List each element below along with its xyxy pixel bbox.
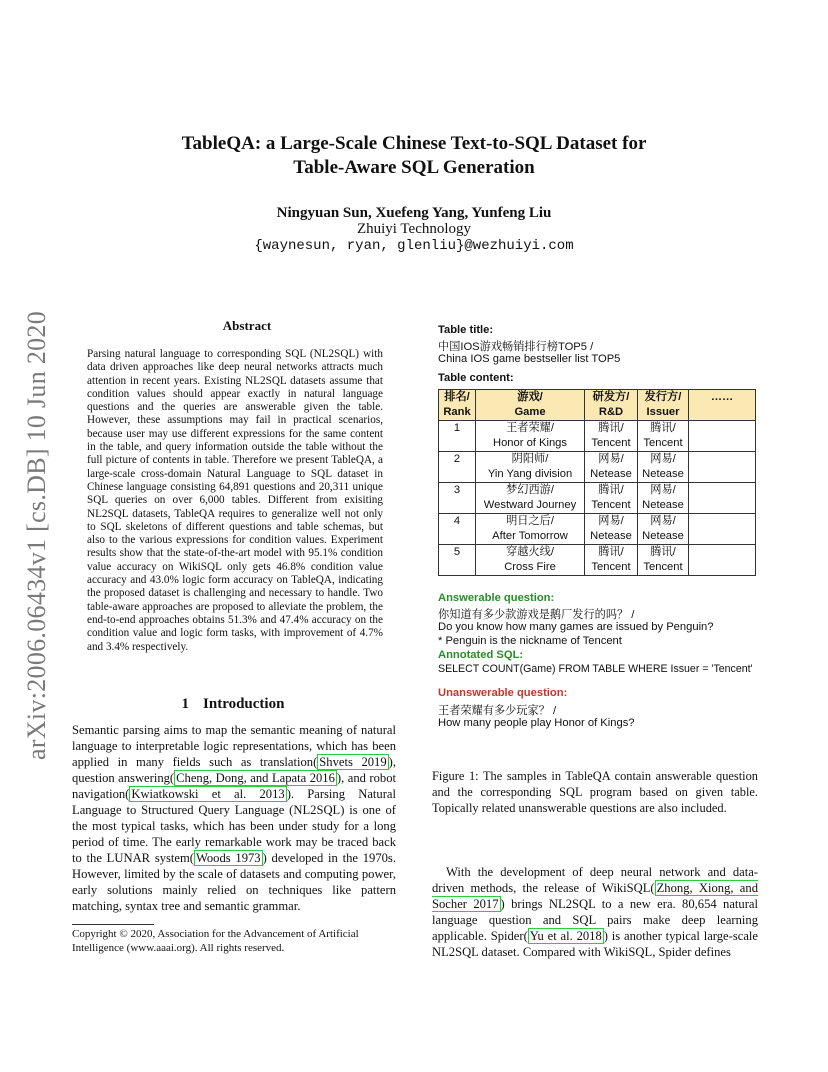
- citation-link[interactable]: Shvets 2019: [319, 755, 387, 769]
- game-en: Honor of Kings: [492, 437, 567, 449]
- header-cn: 排名/: [444, 391, 470, 403]
- header-en: [691, 405, 753, 420]
- section-title: Introduction: [203, 696, 285, 712]
- issuer-cell: [638, 421, 689, 452]
- issuer-cell: [638, 514, 689, 545]
- table-header-row: [439, 390, 756, 421]
- game-cn: 王者荣耀/: [506, 422, 554, 434]
- table-title-label: Table title:: [438, 324, 494, 336]
- intro-text: ). Parsing Natural Language to Structured Query Language (NL2SQL) is one of the most typical tasks, which has been under study for a long period of time. The early remarkable work may be traced back to the LUNAR system(: [72, 787, 397, 865]
- game-en: After Tomorrow: [492, 530, 568, 542]
- header-cn: 研发方/: [592, 391, 630, 403]
- section-number: 1: [181, 696, 190, 712]
- header-en: Game: [514, 406, 546, 418]
- intro-text: Semantic parsing aims to map the semantic meaning of natural language to interpretable logic representations, which has been applied in many fields such as translation(: [72, 723, 396, 769]
- rank-cell: 1: [439, 421, 476, 452]
- unanswerable-en: How many people play Honor of Kings?: [438, 717, 635, 729]
- footnote-rule: [72, 924, 154, 925]
- rd-en: Tencent: [591, 561, 631, 573]
- annotated-sql-label: Annotated SQL:: [438, 649, 524, 661]
- issuer-cn: 腾讯/: [650, 422, 676, 434]
- intro-text: ) developed in the 1970s. However, limited by the scale of datasets and computing power, early solutions mainly relied on techniques like pattern matching, syntax tree and semantic grammar.: [72, 851, 396, 913]
- rd-en: Netease: [590, 468, 632, 480]
- game-cn: 穿越火线/: [506, 546, 554, 558]
- empty-cell: [689, 452, 756, 483]
- answerable-note: * Penguin is the nickname of Tencent: [438, 635, 622, 647]
- citation-link[interactable]: Kwiatkowski et al. 2013: [131, 787, 285, 801]
- figure-caption: Figure 1: The samples in TableQA contain answerable question and the corresponding SQL program based on given table. Topically related unanswerable questions are also included.: [432, 769, 758, 815]
- answerable-cn: 你知道有多少款游戏是鹅厂发行的吗？ /: [438, 609, 635, 621]
- header-cn: 发行方/: [644, 391, 682, 403]
- copyright-footnote: Copyright © 2020, Association for the Advancement of Artificial Intelligence (www.aaai.org). All rights reserved.: [72, 928, 359, 954]
- header-rd: [585, 390, 638, 421]
- rd-cn: 腾讯/: [598, 546, 624, 558]
- issuer-en: Netease: [642, 499, 684, 511]
- header-rank: [439, 390, 476, 421]
- empty-cell: [689, 514, 756, 545]
- game-cn: 阴阳师/: [511, 453, 549, 465]
- annotated-sql: SELECT COUNT(Game) FROM TABLE WHERE Issuer = 'Tencent': [438, 663, 753, 675]
- table-title-en: China IOS game bestseller list TOP5: [438, 353, 621, 365]
- game-cell: [476, 483, 585, 514]
- right-column-paragraph: [432, 864, 758, 960]
- header-cn: 游戏/: [517, 391, 543, 403]
- header-en: R&D: [598, 406, 624, 418]
- rd-cn: 腾讯/: [598, 422, 624, 434]
- rd-en: Tencent: [591, 499, 631, 511]
- rd-en: Netease: [590, 530, 632, 542]
- game-cn: 梦幻西游/: [506, 484, 554, 496]
- header-en: Issuer: [646, 406, 680, 418]
- issuer-cell: [638, 452, 689, 483]
- game-cell: [476, 545, 585, 576]
- table-title-cn: 中国IOS游戏畅销排行榜TOP5 /: [438, 341, 594, 353]
- intro-text: ), and robot navigation(: [72, 771, 397, 801]
- table-row: [439, 452, 756, 483]
- header-cn: ……: [710, 391, 734, 403]
- table-row: [439, 421, 756, 452]
- body-text: ) brings NL2SQL to a new era. 80,654 natural language question and SQL pairs make deep learning applicable. Spider(: [432, 897, 759, 943]
- rank-cell: 3: [439, 483, 476, 514]
- rd-cn: 腾讯/: [598, 484, 624, 496]
- author-emails: {waynesun, ryan, glenliu}@wezhuiyi.com: [254, 238, 574, 254]
- issuer-cn: 腾讯/: [650, 546, 676, 558]
- rd-cn: 网易/: [598, 515, 624, 527]
- header-game: [476, 390, 585, 421]
- section-heading: [72, 696, 394, 713]
- citation-link[interactable]: Zhong, Xiong, and Socher 2017: [432, 881, 758, 911]
- game-en: Cross Fire: [504, 561, 556, 573]
- issuer-cn: 网易/: [650, 453, 676, 465]
- table-row: [439, 483, 756, 514]
- answerable-label: Answerable question:: [438, 592, 555, 604]
- unanswerable-cn: 王者荣耀有多少玩家？ /: [438, 705, 557, 717]
- issuer-en: Netease: [642, 468, 684, 480]
- title-line-2: Table-Aware SQL Generation: [293, 157, 535, 178]
- title-line-1: TableQA: a Large-Scale Chinese Text-to-SQL Dataset for: [181, 133, 647, 154]
- body-text: With the development of deep neural network and data-driven methods, the release of WikiSQL(: [432, 865, 758, 895]
- issuer-cn: 网易/: [650, 484, 676, 496]
- abstract-text: Parsing natural language to corresponding SQL (NL2SQL) with data driven approaches like deep neural networks attracts much attention in recent years. Existing NL2SQL datasets assume that condition values should appear exactly in natural language questions and the queries are answerable given the table. However, these assumptions may fail in practical scenarios, because user may use different expressions for the same content in the table, and query information outside the table without the full picture of contents in table. Therefore we present TableQA, a large-scale cross-domain Natural Language to SQL dataset in Chinese language consisting 64,891 questions and 20,311 unique SQL queries on over 6,000 tables. Different from exisiting NL2SQL datasets, TableQA requires to generalize well not only to SQL skeletons of different questions and table schemas, but also to the various expressions for condition values. Experiment results show that the state-of-the-art model with 95.1% condition value accuracy on WikiSQL only gets 46.8% condition value accuracy and 43.0% logic form accuracy on TableQA, indicating the proposed dataset is challenging and necessary to handle. Two table-aware approaches are proposed to alleviate the problem, the end-to-end approaches obtains 51.3% and 47.4% accuracy on the condition value and logic form tasks, with improvement of 4.7% and 3.4% respectively.: [87, 348, 383, 653]
- rd-cell: [585, 452, 638, 483]
- rank-cell: 5: [439, 545, 476, 576]
- issuer-en: Netease: [642, 530, 684, 542]
- rd-cell: [585, 483, 638, 514]
- empty-cell: [689, 483, 756, 514]
- unanswerable-label: Unanswerable question:: [438, 687, 568, 699]
- citation-link[interactable]: Cheng, Dong, and Lapata 2016: [176, 771, 335, 785]
- affiliation: Zhuiyi Technology: [356, 221, 472, 237]
- arxiv-stamp: arXiv:2006.06434v1 [cs.DB] 10 Jun 2020: [22, 310, 51, 760]
- issuer-cell: [638, 545, 689, 576]
- issuer-en: Tencent: [643, 561, 683, 573]
- rd-cn: 网易/: [598, 453, 624, 465]
- header-more: [689, 390, 756, 421]
- body-text: ) is another typical large-scale NL2SQL dataset. Compared with WikiSQL, Spider defines: [432, 929, 758, 959]
- authors: Ningyuan Sun, Xuefeng Yang, Yunfeng Liu: [276, 205, 552, 221]
- citation-link[interactable]: Woods 1973: [196, 851, 261, 865]
- rd-en: Tencent: [591, 437, 631, 449]
- issuer-cn: 网易/: [650, 515, 676, 527]
- rd-cell: [585, 421, 638, 452]
- game-en: Westward Journey: [483, 499, 577, 511]
- game-cell: [476, 421, 585, 452]
- answerable-en: Do you know how many games are issued by Penguin?: [438, 621, 714, 633]
- empty-cell: [689, 545, 756, 576]
- rd-cell: [585, 514, 638, 545]
- intro-paragraph: [72, 722, 396, 914]
- game-cell: [476, 514, 585, 545]
- header-issuer: [638, 390, 689, 421]
- game-cell: [476, 452, 585, 483]
- sample-table: [438, 389, 756, 576]
- abstract-heading: Abstract: [222, 318, 272, 333]
- table-row: [439, 545, 756, 576]
- citation-link[interactable]: Yu et al. 2018: [529, 929, 602, 943]
- empty-cell: [689, 421, 756, 452]
- intro-text: ), question answering(: [72, 755, 396, 785]
- issuer-en: Tencent: [643, 437, 683, 449]
- header-en: Rank: [443, 406, 471, 418]
- rank-cell: 4: [439, 514, 476, 545]
- game-en: Yin Yang division: [487, 468, 573, 480]
- table-content-label: Table content:: [438, 372, 514, 384]
- issuer-cell: [638, 483, 689, 514]
- paper-title: [0, 132, 828, 180]
- rank-cell: 2: [439, 452, 476, 483]
- table-row: [439, 514, 756, 545]
- game-cn: 明日之后/: [506, 515, 554, 527]
- rd-cell: [585, 545, 638, 576]
